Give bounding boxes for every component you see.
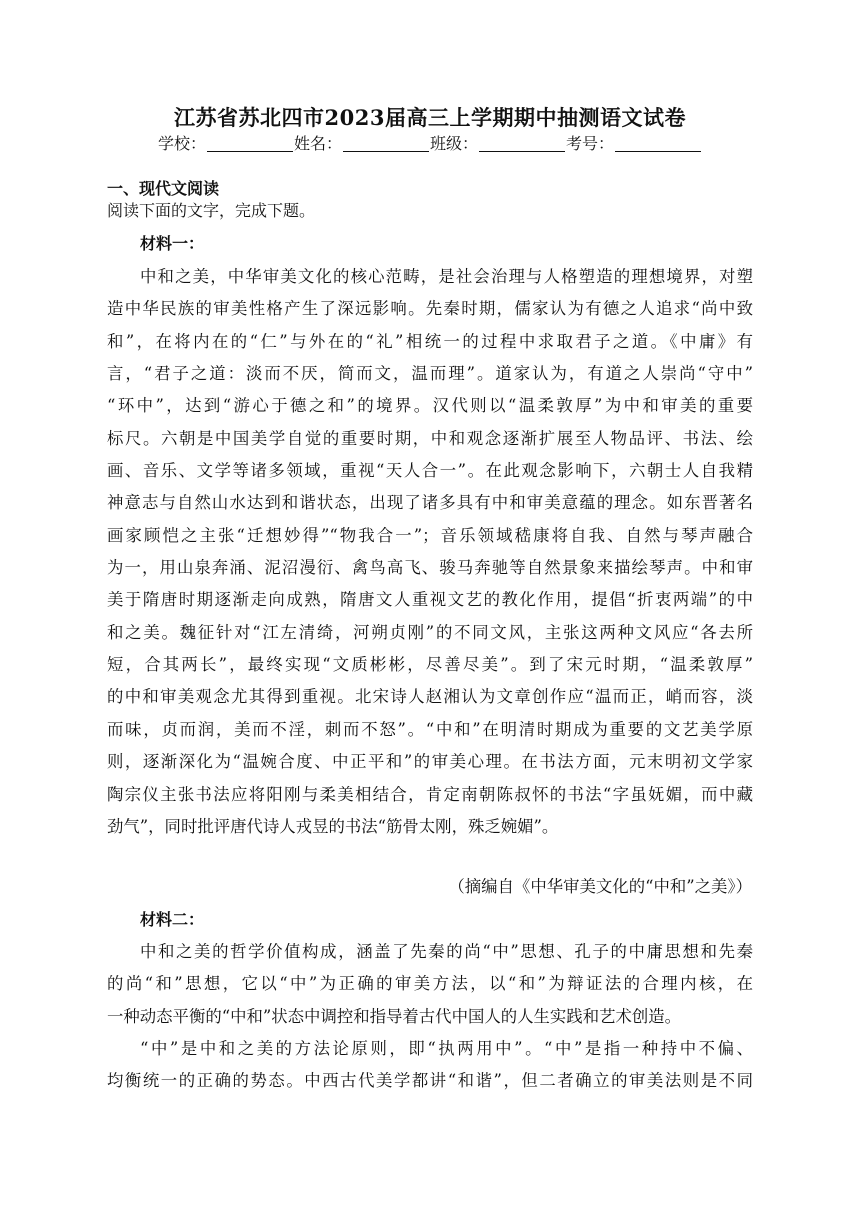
- school-blank[interactable]: [207, 135, 293, 152]
- paragraph-line: 和之美。魏征针对“江左清绮，河朔贞刚”的不同文风，主张这两种文风应“各去所: [107, 622, 753, 642]
- class-label: 班级：: [430, 134, 479, 153]
- paragraph-line: 为一，用山泉奔涌、泥沼漫衍、禽鸟高飞、骏马奔驰等自然景象来描绘琴声。中和审: [107, 558, 753, 578]
- material1-heading: 材料一：: [140, 234, 205, 253]
- paragraph-line: 劲气”，同时批评唐代诗人戎昱的书法“筋骨太刚，殊乏婉媚”。: [107, 816, 559, 836]
- paragraph-line: 画家顾恺之主张“迁想妙得”“物我合一”；音乐领域嵇康将自我、自然与琴声融合: [107, 525, 753, 545]
- material2-heading: 材料二：: [140, 910, 205, 929]
- paragraph-line: 神意志与自然山水达到和谐状态，出现了诸多具有中和审美意蕴的理念。如东晋著名: [107, 493, 753, 513]
- exam-no-blank[interactable]: [615, 135, 701, 152]
- paragraph-line: 则，逐渐深化为“温婉合度、中正平和”的审美心理。在书法方面，元末明初文学家: [107, 752, 753, 772]
- paragraph-line: 和”，在将内在的“仁”与外在的“礼”相统一的过程中求取君子之道。《中庸》有: [107, 331, 753, 351]
- exam-title: 江苏省苏北四市2023届高三上学期期中抽测语文试卷: [174, 105, 686, 130]
- paragraph-line: 一种动态平衡的“中和”状态中调控和指导着古代中国人的人生实践和艺术创造。: [107, 1006, 682, 1026]
- paragraph-line: 的尚“和”思想，它以“中”为正确的审美方法，以“和”为辩证法的合理内核，在: [107, 974, 753, 994]
- class-blank[interactable]: [479, 135, 565, 152]
- student-info-line: [0, 132, 860, 156]
- paragraph-line: 的中和审美观念尤其得到重视。北宋诗人赵湘认为文章创作应“温而正，峭而容，淡: [107, 687, 753, 707]
- paragraph-line: 标尺。六朝是中国美学自觉的重要时期，中和观念逐渐扩展至人物品评、书法、绘: [107, 428, 753, 448]
- paragraph-line: 美于隋唐时期逐渐走向成熟，隋唐文人重视文艺的教化作用，提倡“折衷两端”的中: [107, 590, 753, 610]
- reading-instruction: 阅读下面的文字，完成下题。: [107, 201, 316, 220]
- paragraph-line: 而味，贞而润，美而不淫，刺而不怒”。“中和”在明清时期成为重要的文艺美学原: [107, 719, 753, 739]
- paragraph-line: “中”是中和之美的方法论原则，即“执两用中”。“中”是指一种持中不偏、: [140, 1039, 753, 1059]
- paragraph-line: 画、音乐、文学等诸多领域，重视“天人合一”。在此观念影响下，六朝士人自我精: [107, 461, 753, 481]
- paragraph-line: 均衡统一的正确的势态。中西古代美学都讲“和谐”，但二者确立的审美法则是不同: [107, 1071, 753, 1091]
- paragraph-line: 陶宗仪主张书法应将阳刚与柔美相结合，肯定南朝陈叔怀的书法“字虽妩媚，而中藏: [107, 784, 753, 804]
- name-label: 姓名：: [293, 134, 342, 153]
- paragraph-line: 中和之美的哲学价值构成，涵盖了先秦的尚“中”思想、孔子的中庸思想和先秦: [140, 942, 753, 961]
- paragraph-line: 短，合其两长”，最终实现“文质彬彬，尽善尽美”。到了宋元时期，“温柔敦厚”: [107, 655, 753, 675]
- paragraph-line: “环中”，达到“游心于德之和”的境界。汉代则以“温柔敦厚”为中和审美的重要: [107, 396, 753, 416]
- material2-body: [107, 936, 753, 1098]
- school-label: 学校：: [157, 134, 206, 153]
- section-heading: 一、现代文阅读: [107, 179, 220, 198]
- exam-no-label: 考号：: [566, 134, 615, 153]
- name-blank[interactable]: [343, 135, 429, 152]
- paragraph-line: 中和之美，中华审美文化的核心范畴，是社会治理与人格塑造的理想境界，对塑: [140, 267, 753, 286]
- material1-source: （摘编自《中华审美文化的“中和”之美》）: [448, 877, 752, 896]
- paragraph-line: 造中华民族的审美性格产生了深远影响。先秦时期，儒家认为有德之人追求“尚中致: [107, 299, 753, 319]
- paragraph-line: 言，“君子之道：淡而不厌，简而文，温而理”。道家认为，有道之人崇尚“守中”: [107, 364, 753, 384]
- material1-body: [107, 261, 753, 843]
